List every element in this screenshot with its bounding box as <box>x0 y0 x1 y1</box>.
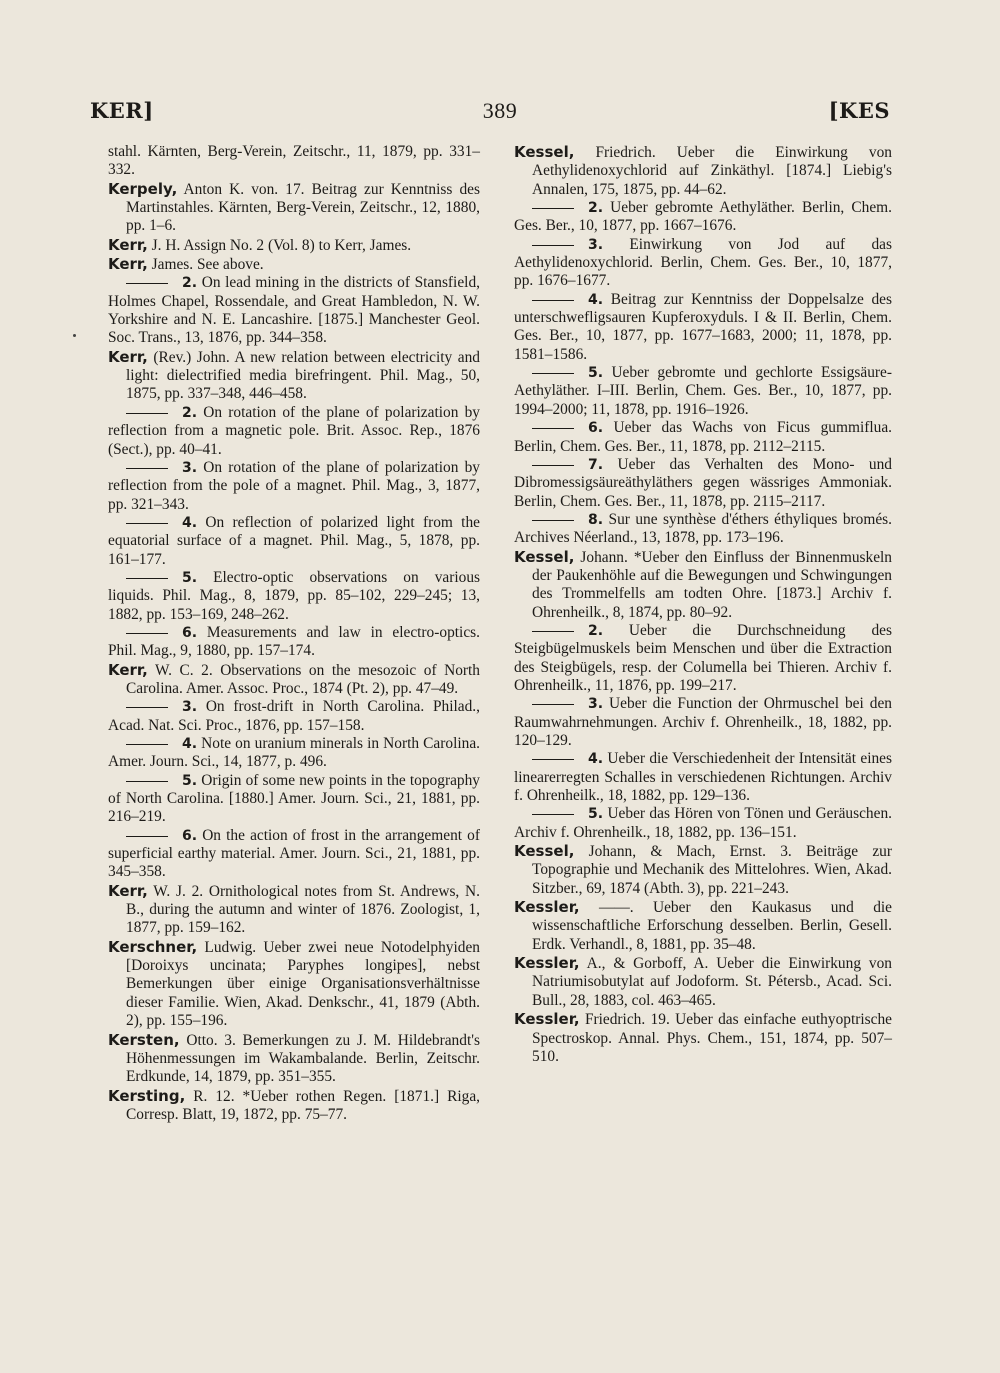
bibliography-entry <box>514 1010 892 1066</box>
bibliography-entry <box>108 274 480 347</box>
entry-text: Ueber das Hören von Tönen und Geräuschen. Archiv f. Ohrenheilk., 18, 1882, pp. 136–151. <box>514 805 892 841</box>
bibliography-entry <box>108 348 480 404</box>
entry-author: Kessler, <box>514 954 580 973</box>
bibliography-entry <box>514 291 892 364</box>
entry-text: Johann, & Mach, Ernst. 3. Beiträge zur Topographie und Mechanik des Mittelohres. Wien, Akad. Sitzber., 69, 1874 (Abth. 3), pp. 221–243. <box>532 843 892 897</box>
ditto-rule <box>126 836 168 837</box>
bibliography-entry <box>108 882 480 938</box>
bibliography-entry <box>108 255 480 274</box>
entry-author: Kessel, <box>514 842 575 861</box>
bibliography-entry <box>514 954 892 1010</box>
entry-text: Friedrich. 19. Ueber das einfache euthyoptrische Spectroskop. Annal. Phys. Chem., 151, 1874, pp. 507–510. <box>532 1011 892 1065</box>
entry-number: 7. <box>588 456 604 473</box>
entry-number: 8. <box>588 511 604 528</box>
entry-number: 2. <box>182 275 198 292</box>
entry-text: Otto. 3. Bemerkungen zu J. M. Hildebrandt's Höhenmessungen im Wakambalande. Berlin, Zeitschr. Erdkunde, 14, 1879, pp. 351–355. <box>126 1031 480 1086</box>
bibliography-entry <box>108 1031 480 1087</box>
entry-text: James. See above. <box>147 256 264 274</box>
entry-text: R. 12. *Ueber rothen Regen. [1871.] Riga, Corresp. Blatt, 19, 1872, pp. 75–77. <box>126 1087 480 1123</box>
running-head-right: [KES <box>828 98 890 123</box>
entry-text: Sur une synthèse d'éthers éthyliques bromés. Archives Néerland., 13, 1878, pp. 173–196. <box>514 510 892 547</box>
bibliography-entry <box>514 419 892 456</box>
entry-author: Kersten, <box>108 1030 180 1049</box>
bibliography-entry <box>108 236 480 255</box>
entry-text: Einwirkung von Jod auf das Aethylidenoxychlorid. Berlin, Chem. Ges. Ber., 10, 1877, pp. 1676–1677. <box>514 235 892 290</box>
entry-text: J. H. Assign No. 2 (Vol. 8) to Kerr, James. <box>147 236 412 254</box>
entry-text: Ueber das Verhalten des Mono- und Dibromessigsäureäthyläthers gegen wässriges Ammoniak. Berlin, Chem. Ges. Ber., 11, 1878, pp. 2115–2117. <box>514 455 892 510</box>
left-column <box>108 143 480 1124</box>
entry-text: Electro-optic observations on various liquids. Phil. Mag., 8, 1879, pp. 85–102, 229–245; 13, 1882, pp. 153–169, 248–262. <box>108 568 480 623</box>
entry-author: Kerr, <box>108 347 148 366</box>
bibliography-entry <box>514 199 892 236</box>
ditto-rule <box>126 633 168 634</box>
ditto-rule <box>126 468 168 469</box>
ditto-rule <box>532 428 574 429</box>
bibliography-entry <box>108 698 480 735</box>
ditto-rule <box>126 707 168 708</box>
entry-number: 3. <box>588 236 604 253</box>
entry-number: 4. <box>182 736 198 752</box>
entry-text: Ueber gebromte und gechlorte Essigsäure-Aethyläther. I–III. Berlin, Chem. Ges. Ber., 10, 1877, pp. 1994–2000; 11, 1878, pp. 1916–1926. <box>514 364 892 418</box>
bibliography-entry <box>514 511 892 548</box>
entry-text: Ueber die Verschiedenheit der Intensität eines linearerregten Schalles in verschiedenen Richtungen. Archiv f. Ohrenheilk., 18, 1882, pp. 129–136. <box>514 750 892 805</box>
bibliography-entry <box>514 622 892 695</box>
entry-text: Johann. *Ueber den Einfluss der Binnenmuskeln der Paukenhöhle auf die Bewegungen und Schwingungen des Trommelfells am todten Ohre. [1873.] Archiv f. Ohrenheilk., 8, 1874, pp. 80–92. <box>532 548 892 621</box>
ditto-rule <box>532 631 574 632</box>
ditto-rule <box>532 245 574 246</box>
ditto-rule <box>532 373 574 374</box>
bibliography-entry <box>514 236 892 291</box>
entry-author: Kerpely, <box>108 179 178 198</box>
entry-text: Ueber das Wachs von Ficus gummiflua. Berlin, Chem. Ges. Ber., 11, 1878, pp. 2112–2115. <box>514 419 892 455</box>
entry-number: 5. <box>182 772 198 789</box>
entry-text: Origin of some new points in the topography of North Carolina. [1880.] Amer. Journ. Sci., 21, 1881, pp. 216–219. <box>108 771 480 826</box>
bibliography-entry <box>108 514 480 569</box>
entry-text: On frost-drift in North Carolina. Philad., Acad. Nat. Sci. Proc., 1876, pp. 157–158. <box>108 698 480 734</box>
entry-text: Note on uranium minerals in North Carolina. Amer. Journ. Sci., 14, 1877, p. 496. <box>108 735 480 771</box>
entry-text: A., & Gorboff, A. Ueber die Einwirkung von Natriumisobutylat auf Jodoform. St. Pétersb., Acad. Sci. Bull., 28, 1883, col. 463–465. <box>532 955 892 1009</box>
bibliography-entry <box>514 456 892 511</box>
entry-text: Anton K. von. 17. Beitrag zur Kenntniss des Martinstahles. Kärnten, Berg-Verein, Zeitschr., 12, 1880, pp. 1–6. <box>126 180 480 235</box>
entry-author: Kerr, <box>108 660 148 679</box>
bibliography-entry <box>514 750 892 805</box>
entry-author: Kerr, <box>108 255 148 274</box>
entry-text: Ludwig. Ueber zwei neue Notodelphyiden [Doroixys uncinata; Paryphes longipes], nebst Bemerkungen über einige Organisationsverhältnisse dieser Familie. Wien, Akad. Denkschr., 41, 1879 (Abth. 2), pp. 155–196. <box>126 938 480 1030</box>
entry-number: 4. <box>588 751 604 768</box>
entry-text: ——. Ueber den Kaukasus und die wissenschaftliche Erforschung desselben. Berlin, Gesell. Erdk. Verhandl., 8, 1881, pp. 35–48. <box>532 899 892 953</box>
ditto-rule <box>532 208 574 209</box>
page-number: 389 <box>482 98 518 123</box>
entry-number: 2. <box>588 622 604 639</box>
bibliography-entry <box>108 735 480 772</box>
right-column <box>514 143 892 1066</box>
entry-text: Ueber die Function der Ohrmuschel bei den Raumwahrnehmungen. Archiv f. Ohrenheilk., 18, 1882, pp. 120–129. <box>514 695 892 749</box>
entry-number: 6. <box>588 420 604 437</box>
running-head-left: KER] <box>90 98 154 123</box>
bibliography-entry <box>514 805 892 842</box>
entry-number: 5. <box>182 569 198 586</box>
bibliography-entry <box>514 898 892 954</box>
ditto-rule <box>532 814 574 815</box>
entry-text: Measurements and law in electro-optics. Phil. Mag., 9, 1880, pp. 157–174. <box>108 623 480 660</box>
entry-text: Ueber die Durchschneidung des Steigbügelmuskels beim Menschen und über die Extraction des Steigbügels, resp. der Columella bei Thieren. Archiv f. Ohrenheilk., 11, 1876, pp. 199–217. <box>514 621 892 694</box>
bibliography-entry <box>108 661 480 699</box>
ditto-rule <box>532 704 574 705</box>
bibliography-entry <box>108 1087 480 1125</box>
entry-number: 6. <box>182 624 198 641</box>
entry-number: 5. <box>588 365 604 382</box>
margin-speck <box>73 334 76 337</box>
ditto-rule <box>126 283 168 284</box>
entry-number: 3. <box>182 459 198 476</box>
bibliography-entry <box>108 827 480 882</box>
ditto-rule <box>126 523 168 524</box>
entry-text: W. J. 2. Ornithological notes from St. Andrews, N. B., during the autumn and winter of 1876. Zoologist, 1, 1877, pp. 159–162. <box>126 882 480 937</box>
entry-author: Kerr, <box>108 235 148 254</box>
bibliography-entry <box>514 143 892 199</box>
entry-text: (Rev.) John. A new relation between electricity and light: dielectrified media birefringent. Phil. Mag., 50, 1875, pp. 337–348, 446–458. <box>126 348 480 403</box>
entry-number: 2. <box>588 200 604 217</box>
entry-text: Beitrag zur Kenntniss der Doppelsalze des unterschwefligsauren Kupferoxyduls. I & II. Berlin, Chem. Ges. Ber., 10, 1877, pp. 1677–1683, 2000; 11, 1878, pp. 1581–1586. <box>514 290 892 363</box>
entry-author: Kessel, <box>514 547 575 566</box>
ditto-rule <box>126 781 168 782</box>
entry-author: Kessel, <box>514 143 575 161</box>
bibliography-entry <box>514 364 892 419</box>
bibliography-entry <box>108 569 480 624</box>
entry-author: Kessler, <box>514 898 580 917</box>
bibliography-entry <box>108 772 480 827</box>
bibliography-entry <box>108 938 480 1031</box>
ditto-rule <box>126 744 168 745</box>
ditto-rule <box>532 300 574 301</box>
bibliography-entry <box>514 842 892 898</box>
ditto-rule <box>532 520 574 521</box>
entry-text: On rotation of the plane of polarization by reflection from a magnetic pole. Brit. Assoc. Rep., 1876 (Sect.), pp. 40–41. <box>108 403 480 458</box>
entry-author: Kerr, <box>108 881 148 900</box>
bibliography-entry <box>108 624 480 661</box>
ditto-rule <box>126 578 168 579</box>
bibliography-entry <box>108 459 480 514</box>
entry-number: 4. <box>182 514 198 531</box>
ditto-rule <box>532 465 574 466</box>
entry-number: 2. <box>182 404 198 421</box>
entry-text: stahl. Kärnten, Berg-Verein, Zeitschr., 11, 1879, pp. 331–332. <box>108 143 480 179</box>
bibliography-entry <box>514 695 892 750</box>
entry-number: 3. <box>182 699 198 716</box>
bibliography-entry <box>108 143 480 180</box>
entry-number: 6. <box>182 827 198 844</box>
bibliography-entry <box>108 404 480 459</box>
ditto-rule <box>532 759 574 760</box>
entry-author: Kerschner, <box>108 937 198 956</box>
entry-text: On lead mining in the districts of Stansfield, Holmes Chapel, Rossendale, and Great Hambledon, N. W. Yorkshire and N. E. Lancashire. [1875.] Manchester Geol. Soc. Trans., 13, 1876, pp. 344–358. <box>108 274 480 347</box>
entry-text: Ueber gebromte Aethyläther. Berlin, Chem. Ges. Ber., 10, 1877, pp. 1667–1676. <box>514 199 892 235</box>
entry-number: 3. <box>588 696 604 713</box>
entry-author: Kessler, <box>514 1010 580 1029</box>
entry-number: 4. <box>588 291 604 308</box>
ditto-rule <box>126 413 168 414</box>
bibliography-entry <box>514 548 892 622</box>
bibliography-entry <box>108 180 480 236</box>
entry-number: 5. <box>588 806 604 823</box>
entry-author: Kersting, <box>108 1086 186 1105</box>
entry-text: Friedrich. Ueber die Einwirkung von Aethylidenoxychlorid auf Zinkäthyl. [1874.] Liebig's Annalen, 175, 1875, pp. 44–62. <box>532 144 892 198</box>
entry-text: W. C. 2. Observations on the mesozoic of North Carolina. Amer. Assoc. Proc., 1874 (Pt. 2), pp. 47–49. <box>126 661 480 697</box>
entry-text: On the action of frost in the arrangement of superficial earthy material. Amer. Journ. Sci., 21, 1881, pp. 345–358. <box>108 826 480 881</box>
entry-text: On rotation of the plane of polarization by reflection from the pole of a magnet. Phil. Mag., 3, 1877, pp. 321–343. <box>108 458 480 513</box>
entry-text: On reflection of polarized light from the equatorial surface of a magnet. Phil. Mag., 5, 1878, pp. 161–177. <box>108 513 480 568</box>
